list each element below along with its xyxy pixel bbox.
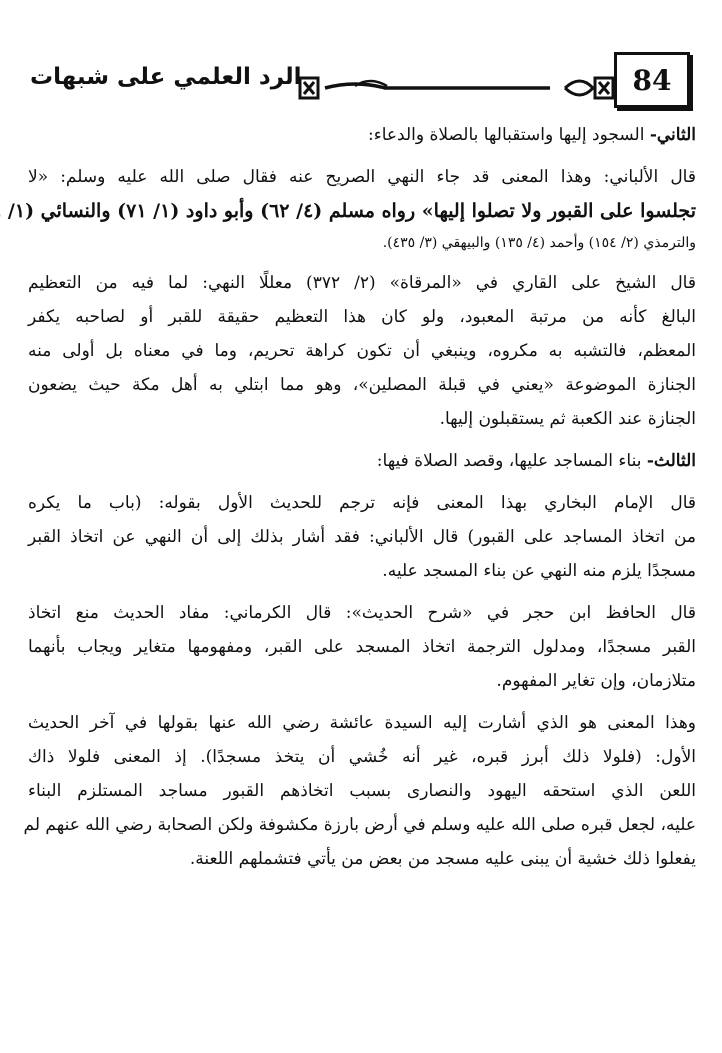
text-line: الأول: (فلولا ذلك أبرز قبره، غير أنه خُشي أن يتخذ مسجدًا). إذ المعنى فلولا ذاك bbox=[28, 747, 696, 767]
text-line: قال الإمام البخاري بهذا المعنى فإنه ترجم للحديث الأول بقوله: (باب ما يكره bbox=[28, 493, 696, 513]
page-number-box bbox=[614, 52, 690, 108]
running-header bbox=[30, 52, 690, 116]
header-ornament bbox=[295, 72, 625, 104]
text-line: متلازمان، وإن تغاير المفهوم. bbox=[496, 671, 696, 691]
section-label: الثالث- bbox=[646, 451, 696, 471]
book-title: الرد العلمي على شبهات bbox=[30, 64, 302, 90]
text-line: عليه، لجعل قبره صلى الله عليه وسلم في أرض بارزة مكشوفة ولكن الصحابة رضي الله عنهم لم bbox=[23, 815, 696, 835]
text-line: الجنازة الموضوعة «يعني في قبلة المصلين»، وهو مما ابتلي به أهل مكة حيث يضعون bbox=[28, 375, 696, 395]
text-line: قال الحافظ ابن حجر في «شرح الحديث»: قال الكرماني: مفاد الحديث منع اتخاذ bbox=[28, 603, 696, 623]
text-line: الثالث- بناء المساجد عليها، وقصد الصلاة فيها: bbox=[376, 451, 696, 471]
section-label: الثاني- bbox=[649, 125, 696, 145]
text-line: المعظم، فالتشبه به مكروه، وينبغي أن تكون كراهة تحريم، وما في معناه بل أولى منه bbox=[28, 341, 696, 361]
text-line: يفعلوا ذلك خشية أن يبنى عليه مسجد من بعض من يأتي فتشملهم اللعنة. bbox=[189, 849, 696, 869]
text-line: الجنازة عند الكعبة ثم يستقبلون إليها. bbox=[439, 409, 696, 429]
text-line: مسجدًا يلزم منه النهي عن بناء المسجد عليه. bbox=[382, 561, 696, 581]
text-line: وهذا المعنى هو الذي أشارت إليه السيدة عائشة رضي الله عنها بقولها في آخر الحديث bbox=[28, 713, 696, 733]
text-line: الثاني- السجود إليها واستقبالها بالصلاة والدعاء: bbox=[367, 125, 696, 145]
text-line: القبر مسجدًا، ومدلول الترجمة اتخاذ المسجد على القبر، ومفهومها متغاير ويجاب بأنهما bbox=[28, 637, 696, 657]
page-body bbox=[7, 118, 696, 876]
text-line: من اتخاذ المساجد على القبور) قال الألباني: فقد أشار بذلك إلى أن النهي عن اتخاذ القبر bbox=[28, 527, 696, 547]
text-line: قال الشيخ على القاري في «المرقاة» (٢/ ٣٧٢) معللًا النهي: لما فيه من التعظيم bbox=[28, 273, 696, 293]
text-line: اللعن الذي استحقه اليهود والنصارى بسبب اتخاذهم القبور مساجد المستلزم البناء bbox=[28, 781, 696, 801]
text-line: البالغ كأنه من مرتبة المعبود، ولو كان هذا التعظيم حقيقة للقبر أو لصاحبه يكفر bbox=[28, 307, 696, 327]
text-line: قال الألباني: وهذا المعنى قد جاء النهي الصريح عنه فقال صلى الله عليه وسلم: «لا bbox=[28, 167, 696, 187]
text-line: والترمذي (٢/ ١٥٤) وأحمد (٤/ ١٣٥) والبيهقي (٣/ ٤٣٥). bbox=[382, 235, 696, 251]
page-number: 84 bbox=[632, 63, 672, 97]
text-line: تجلسوا على القبور ولا تصلوا إليها» رواه مسلم (٤/ ٦٢) وأبو داود (١/ ٧١) والنسائي (١/ bbox=[7, 200, 696, 222]
